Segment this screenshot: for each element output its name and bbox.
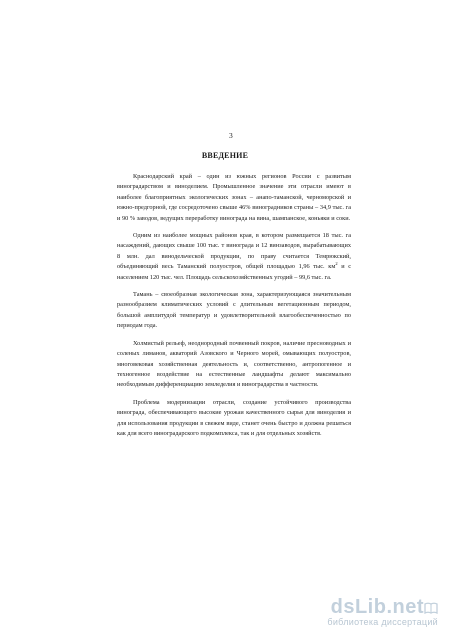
paragraph-4: Холмистый рельеф, неоднородный почвенный покров, наличие пресноводных и соленых лиманов, акваторий Азовского и Черного морей, омывающих полуостров, многовековая хозяйственная деятельность и, соответственно, антропогенное и техногенное воздействие на естественные ландшафты делают максимально необходимым дифференциацию земледелия и виноградарства в частности. bbox=[117, 339, 351, 389]
watermark-brand: dsLib.net bbox=[330, 596, 424, 618]
paragraph-2-text: Одним из наиболее мощных районов края, в котором размещается 18 тыс. га насаждений, дающих свыше 100 тыс. т винограда и 12 винзаводов, вырабатывающих 8 млн. дал винодельческой продукции, по праву считается Темрюкский, объединяющий весь Таманский полуостров, общей площадью 1,96 тыс. км bbox=[117, 232, 351, 271]
paragraph-1: Краснодарский край – один из южных регионов России с развитым виноградарством и виноделием. Промышленное значение эти отрасли имеют в наиболее благоприятных экологических зонах – анапо-таманской, черноморской и южно-предгорной, где сосредоточено свыше 46% виноградников страны – 34,9 тыс. га и 90 % заводов, ведущих переработку винограда на вина, шампанское, коньяки и соки. bbox=[117, 173, 351, 222]
paragraph-2 bbox=[117, 231, 351, 283]
paragraph-2-tail: и с населением 120 тыс. чел. Площадь сельскохозяйственных угодий – 99,6 тыс. га. bbox=[117, 263, 351, 281]
section-heading: ВВЕДЕНИЕ bbox=[201, 151, 249, 160]
document-body bbox=[117, 172, 351, 446]
watermark-subtitle: библиотека диссертаций bbox=[327, 617, 438, 627]
superscript: 2 bbox=[335, 261, 338, 267]
page-number: 3 bbox=[229, 131, 233, 140]
paragraph-3: Тамань – своеобразная экологическая зона, характеризующаяся значительным разнообразием климатических условий с длительным вегетационным периодом, большой амплитудой температур и удовлетворительной влагообеспеченностью по периодам года. bbox=[117, 291, 351, 330]
book-icon bbox=[424, 601, 438, 615]
paragraph-5: Проблема модернизации отрасли, создание устойчивого производства винограда, обеспечивающего высокие урожаи качественного сырья для виноделия и для использования продукции в свежем виде, станет очень быстро и должна решаться как для всего виноградарского подкомплекса, так и для отдельных хозяйств. bbox=[117, 398, 351, 437]
watermark bbox=[238, 596, 438, 628]
